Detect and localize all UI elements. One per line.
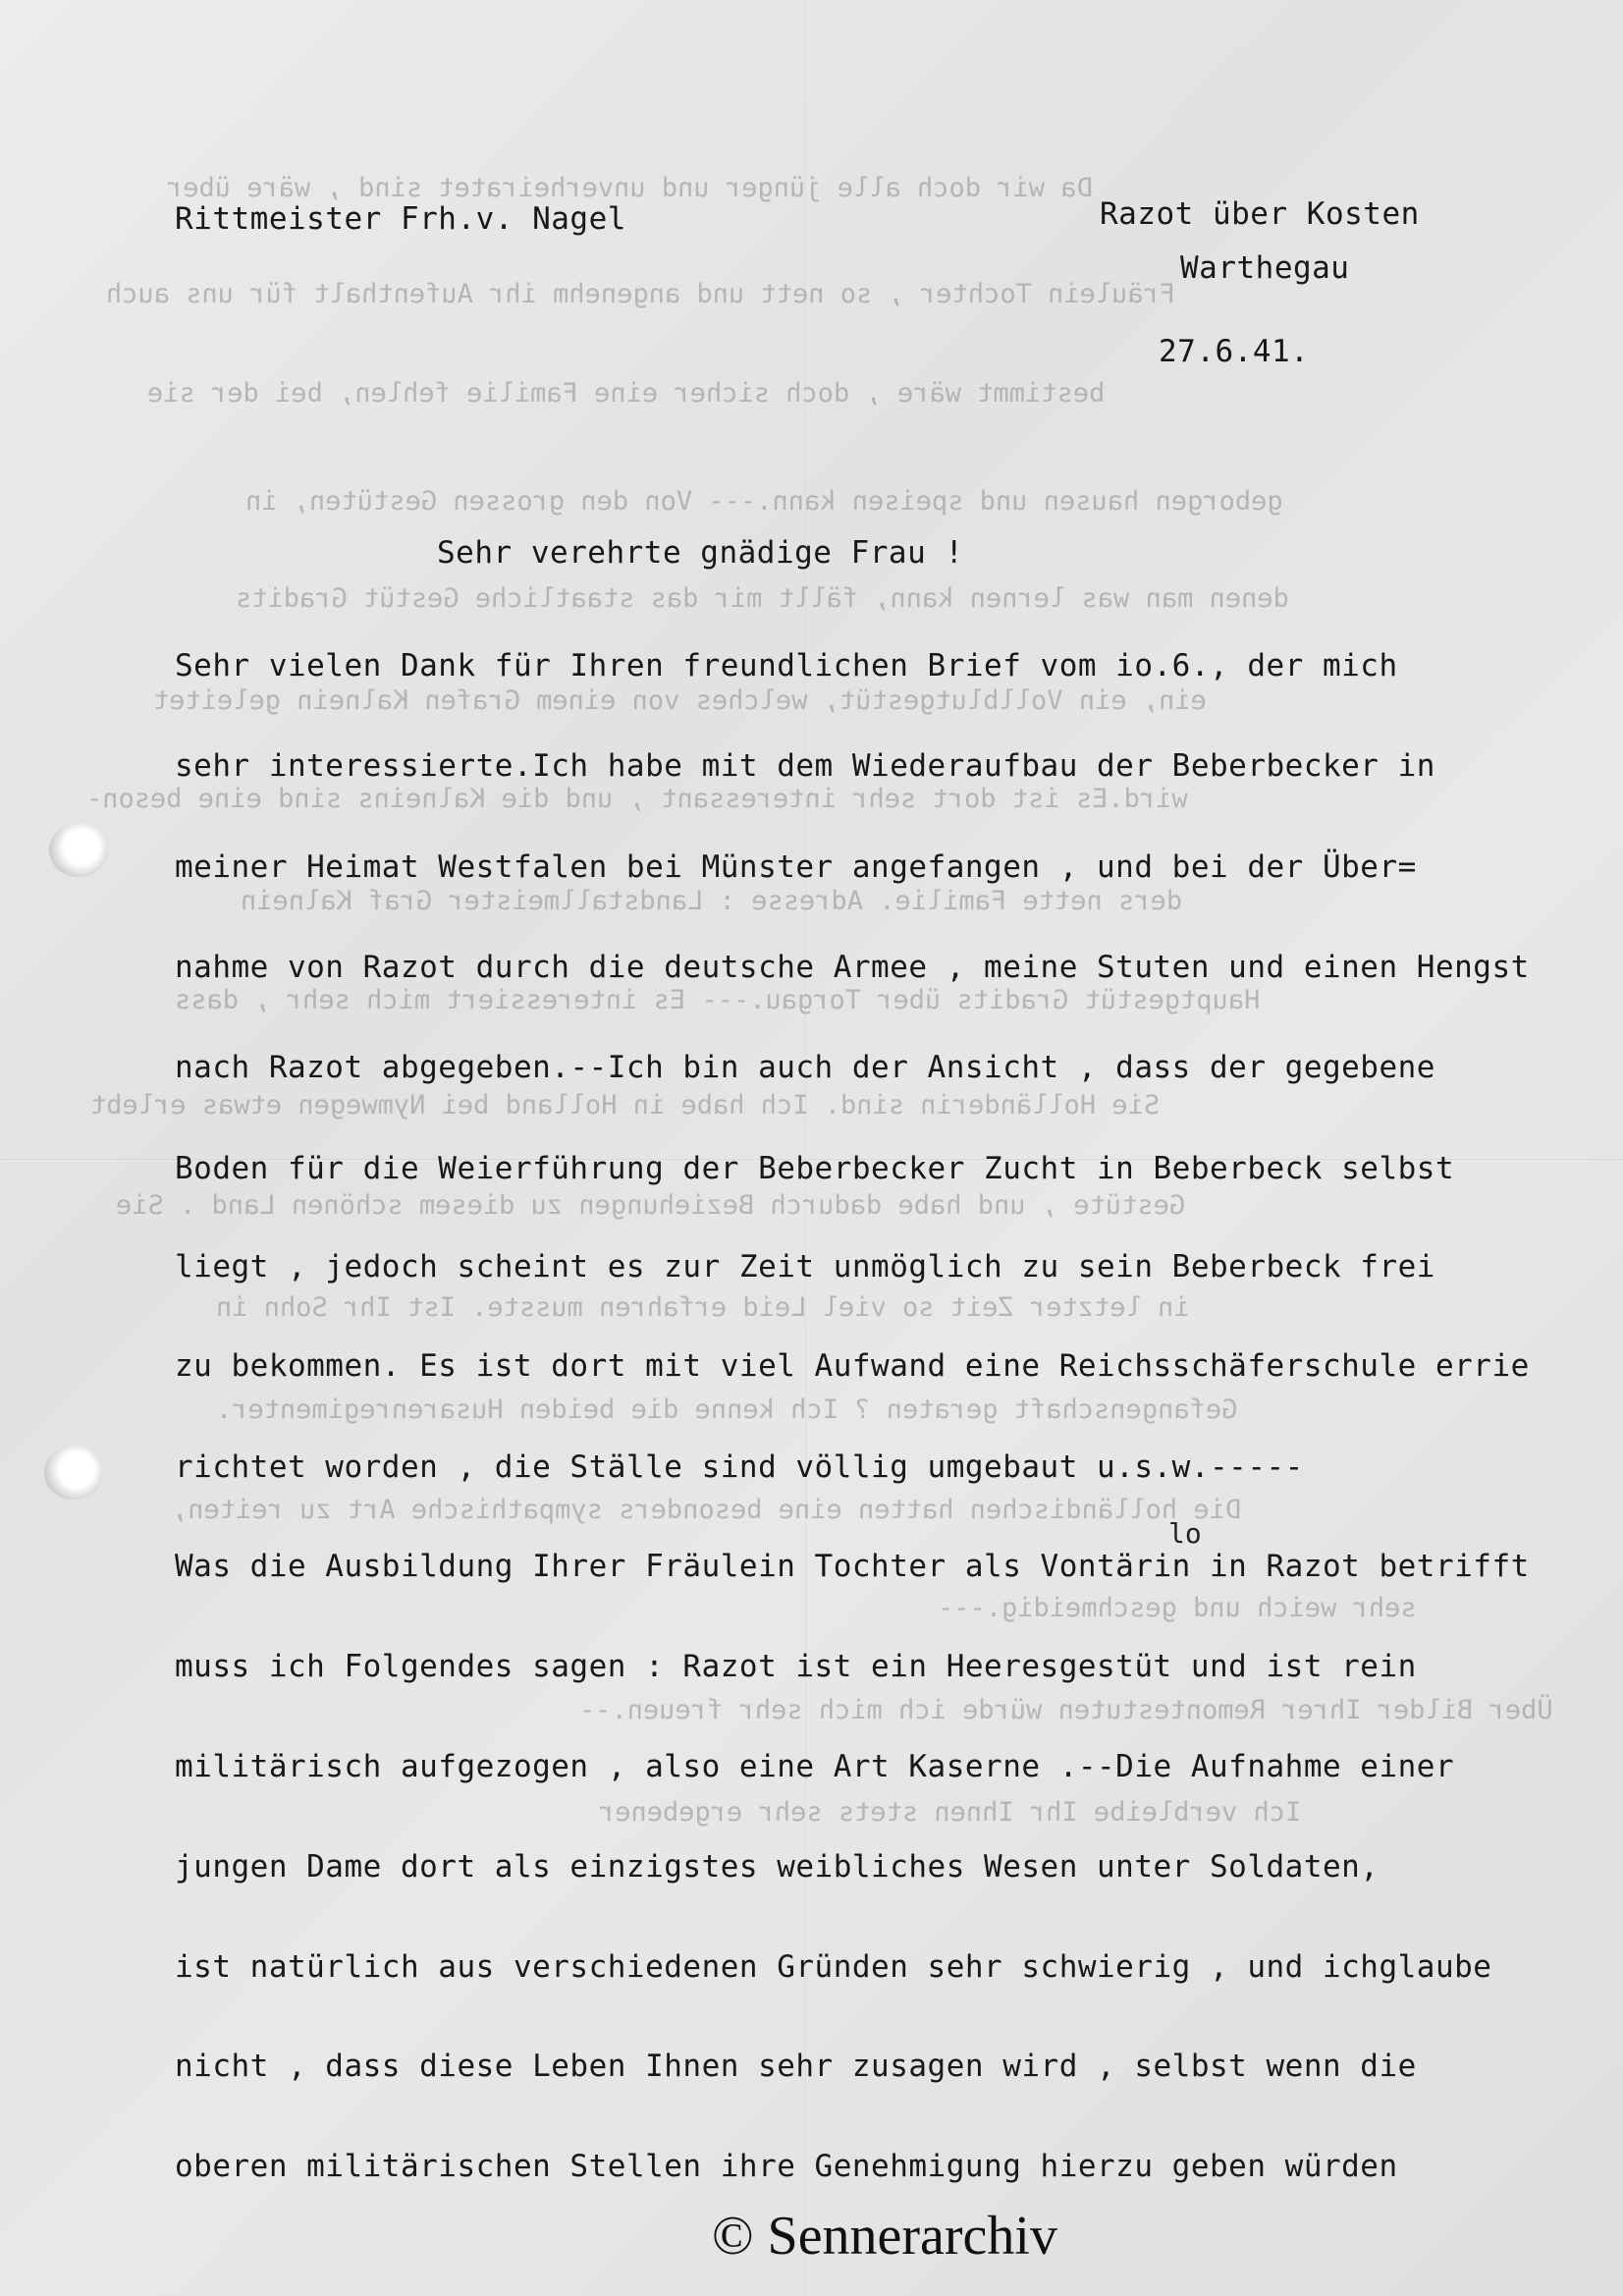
marginal-note: lo xyxy=(1168,1517,1202,1550)
show-through-line: Hauptgestüt Gradits über Torgau.--- Es interessiert mich sehr , dass xyxy=(175,985,1261,1015)
body-line: jungen Dame dort als einzigstes weibliches Wesen unter Soldaten, xyxy=(175,1849,1380,1885)
body-line: Sehr vielen Dank für Ihren freundlichen Brief vom io.6., der mich xyxy=(175,648,1398,683)
show-through-line: geborgen hausen und speisen kann.--- Von den grossen Gestüten, in xyxy=(245,486,1283,517)
body-line: muss ich Folgendes sagen : Razot ist ein Heeresgestüt und ist rein xyxy=(175,1649,1417,1684)
show-through-line: ein, ein Vollblutgestüt, welches von einem Grafen Kalnein geleitet xyxy=(153,685,1207,716)
show-through-line: Gestüte , und habe dadurch Beziehungen zu diesem schönen Land . Sie xyxy=(116,1190,1186,1221)
place-line-2: Warthegau xyxy=(1180,250,1350,286)
body-line: oberen militärischen Stellen ihre Genehmigung hierzu geben würden xyxy=(175,2149,1398,2184)
show-through-line: Ich verbleibe Ihr Ihnen stets sehr ergebener xyxy=(599,1797,1302,1828)
body-line: Was die Ausbildung Ihrer Fräulein Tochter als Vontärin in Razot betrifft xyxy=(175,1549,1530,1584)
show-through-line: Die holländischen hatten eine besonders sympathische Art zu reiten, xyxy=(172,1495,1242,1525)
body-line: sehr interessierte.Ich habe mit dem Wiederaufbau der Beberbecker in xyxy=(175,748,1435,784)
body-line: meiner Heimat Westfalen bei Münster angefangen , und bei der Über= xyxy=(175,849,1417,885)
body-line: richtet worden , die Ställe sind völlig umgebaut u.s.w.----- xyxy=(175,1449,1304,1485)
show-through-line: Da wir doch alle jünger und unverheiratet sind , wäre über xyxy=(167,173,1093,203)
body-line: liegt , jedoch scheint es zur Zeit unmöglich zu sein Beberbeck frei xyxy=(175,1249,1435,1285)
salutation: Sehr verehrte gnädige Frau ! xyxy=(437,535,964,571)
show-through-line: wird.Es ist dort sehr interessant , und die Kalneins sind eine beson- xyxy=(86,784,1188,814)
show-through-line: sehr weich und geschmeidig.--- xyxy=(938,1593,1417,1623)
letter-date: 27.6.41. xyxy=(1159,334,1310,369)
body-line: nahme von Razot durch die deutsche Armee , meine Stuten und einen Hengst xyxy=(175,950,1530,985)
show-through-line: ders nette Familie. Adresse : Landstallmeister Graf Kalnein xyxy=(241,886,1183,916)
show-through-line: Über Bilder Ihrer Remontestuten würde ich mich sehr freuen.-- xyxy=(579,1695,1553,1725)
body-line: nach Razot abgegeben.--Ich bin auch der Ansicht , dass der gegebene xyxy=(175,1050,1435,1085)
sender-name: Rittmeister Frh.v. Nagel xyxy=(175,201,626,237)
body-line: zu bekommen. Es ist dort mit viel Aufwand eine Reichsschäferschule errie xyxy=(175,1348,1530,1384)
body-line: ist natürlich aus verschiedenen Gründen sehr schwierig , und ichglaube xyxy=(175,1949,1492,1985)
body-line: militärisch aufgezogen , also eine Art Kaserne .--Die Aufnahme einer xyxy=(175,1749,1455,1784)
body-line: nicht , dass diese Leben Ihnen sehr zusagen wird , selbst wenn die xyxy=(175,2049,1417,2084)
place-line-1: Razot über Kosten xyxy=(1100,196,1420,232)
show-through-line: Fräulein Tochter , so nett und angenehm ihr Aufenthalt für uns auch xyxy=(106,279,1176,309)
show-through-line: in letzter Zeit so viel Leid erfahren musste. Ist Ihr Sohn in xyxy=(216,1292,1190,1323)
show-through-line: Sie Holländerin sind. Ich habe in Holland bei Nymwegen etwas erlebt xyxy=(90,1090,1161,1121)
show-through-line: Gefangenschaft geraten ? Ich kenne die beiden Husarenregimenter. xyxy=(216,1394,1238,1425)
show-through-line: bestimmt wäre , doch sicher eine Familie fehlen, bei der sie xyxy=(147,378,1106,409)
body-line: Boden für die Weierführung der Beberbecker Zucht in Beberbeck selbst xyxy=(175,1151,1455,1186)
copyright-watermark: © Sennerarchiv xyxy=(712,2206,1057,2267)
show-through-line: denen man was lernen kann, fällt mir das staatliche Gestüt Gradits xyxy=(236,583,1289,614)
